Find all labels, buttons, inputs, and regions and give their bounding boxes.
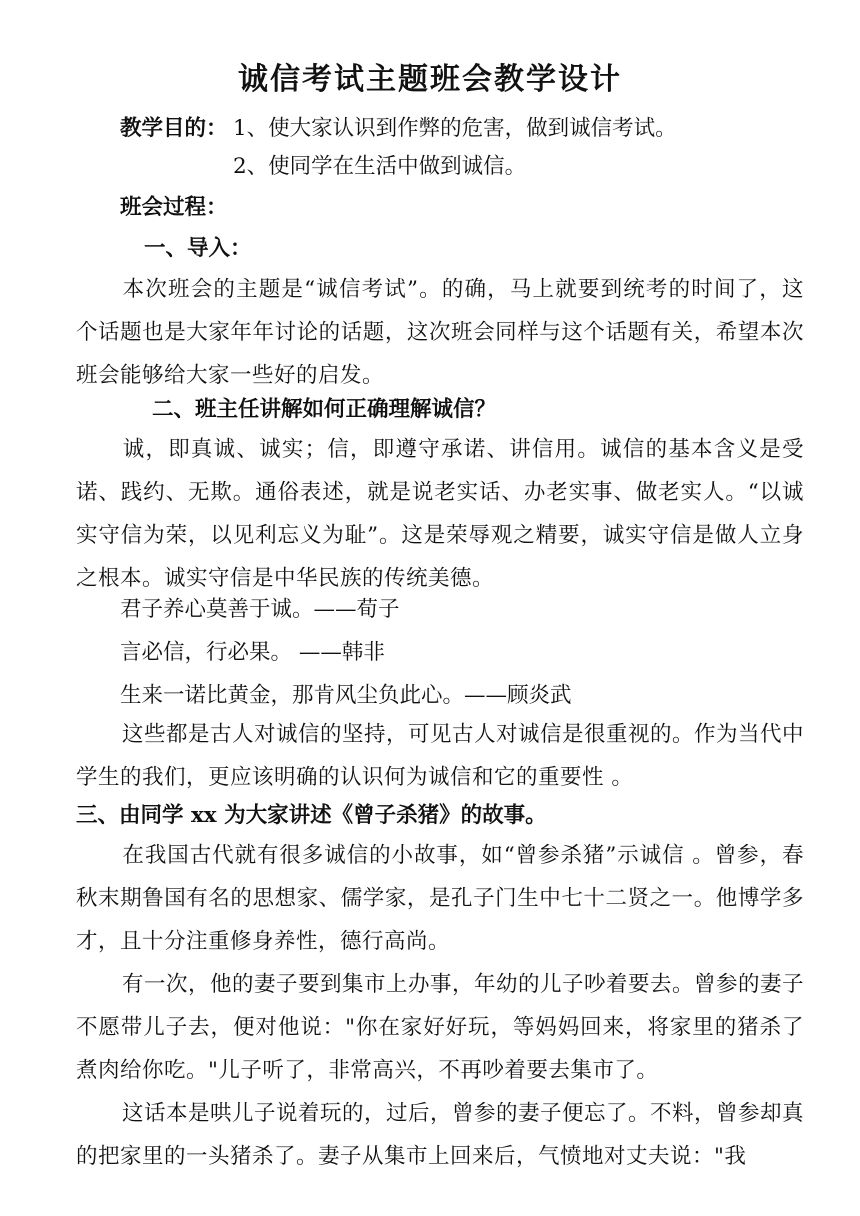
quote-xunzi: 君子养心莫善于诚。——荀子 (120, 597, 400, 622)
ancients-paragraph-text: 这些都是古人对诚信的坚持，可见古人对诚信是很重视的。作为当代中学生的我们，更应该明确的认识何为诚信和它的重要性 。 (76, 722, 805, 790)
story-paragraph-1 (76, 834, 804, 963)
intro-paragraph-text: 本次班会的主题是“诚信考试”。的确，马上就要到统考的时间了，这个话题也是大家年年讨论的话题，这次班会同样与这个话题有关，希望本次班会能够给大家一些好的启发。 (76, 277, 804, 388)
integrity-definition-paragraph (76, 428, 804, 600)
section-heading-teacher: 二、班主任讲解如何正确理解诚信？ (152, 397, 497, 422)
story-paragraph-2 (76, 963, 804, 1092)
section-heading-story: 三、由同学 xx 为大家讲述《曾子杀猪》的故事。 (76, 803, 547, 828)
intro-paragraph (76, 268, 804, 397)
ancients-paragraph (76, 713, 804, 799)
story-paragraph-2-text: 有一次，他的妻子要到集市上办事，年幼的儿子吵着要去。曾参的妻子不愿带儿子去，便对他说："你在家好好玩，等妈妈回来，将家里的猪杀了煮肉给你吃。"儿子听了，非常高兴，不再吵着要去集市了。 (76, 972, 805, 1083)
process-label: 班会过程： (120, 195, 228, 220)
story-paragraph-3-text: 这话本是哄儿子说着玩的，过后，曾参的妻子便忘了。不料，曾参却真的把家里的一头猪杀了。妻子从集市上回来后，气愤地对丈夫说："我 (76, 1101, 805, 1169)
objective-item-1: 1、使大家认识到作弊的危害，做到诚信考试。 (233, 116, 677, 141)
integrity-definition-text: 诚，即真诚、诚实；信，即遵守承诺、讲信用。诚信的基本含义是受诺、践约、无欺。通俗表述，就是说老实话、办老实事、做老实人。“以诚实守信为荣，以见利忘义为耻”。这是荣辱观之精要，诚实守信是做人立身之根本。诚实守信是中华民族的传统美德。 (76, 437, 804, 591)
objective-item-2: 2、使同学在生活中做到诚信。 (233, 154, 527, 179)
story-paragraph-1-text: 在我国古代就有很多诚信的小故事，如“曾参杀猪”示诚信 。曾参，春秋末期鲁国有名的思想家、儒学家，是孔子门生中七十二贤之一。他博学多才，且十分注重修身养性，德行高尚。 (76, 843, 804, 954)
story-paragraph-3 (76, 1092, 804, 1178)
quote-hanfei: 言必信，行必果。 ——韩非 (120, 640, 385, 665)
section-heading-intro: 一、导入： (144, 236, 252, 261)
objectives-label: 教学目的： (120, 116, 228, 141)
quote-gu-yanwu: 生来一诺比黄金，那肯风尘负此心。——顾炎武 (120, 683, 572, 708)
document-title: 诚信考试主题班会教学设计 (238, 62, 622, 97)
